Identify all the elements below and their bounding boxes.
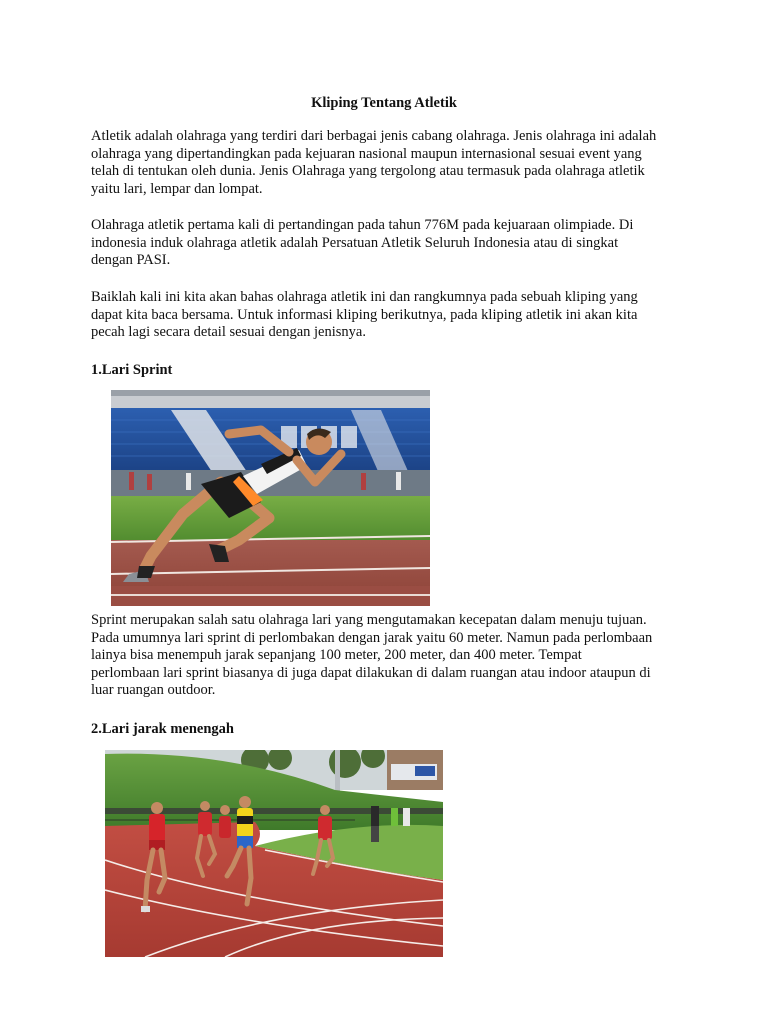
text-line: lainya bisa menempuh jarak sepanjang 100 meter, 200 meter, dan 400 meter. Tempat [91,647,582,664]
text-line: Pada umumnya lari sprint di perlombakan dengan jarak yaitu 60 meter. Namun pada perlombaan [91,629,653,646]
text-line: dengan PASI. [91,252,171,269]
text-line: perlombaan lari sprint biasanya di juga dapat dilakukan di dalam ruangan atau indoor ataupun di [91,664,651,681]
section-heading-lari-jarak-menengah: 2.Lari jarak menengah [91,721,234,737]
text-line: luar ruangan outdoor. [91,682,216,699]
middle-distance-race-illustration [105,750,443,957]
text-line: Atletik adalah olahraga yang terdiri dari berbagai jenis cabang olahraga. Jenis olahraga ini adalah [91,128,657,144]
text-line: Sprint merupakan salah satu olahraga lari yang mengutamakan kecepatan dalam menuju tujuan. [91,612,647,628]
text-line: dapat kita baca bersama. Untuk informasi kliping berikutnya, pada kliping atletik ini akan kita [91,306,638,323]
sprint-paragraph [91,612,691,700]
document-title: Kliping Tentang Atletik [311,95,457,111]
overview-paragraph [91,289,691,342]
text-line: yaitu lari, lempar dan lompat. [91,180,263,197]
text-line: indonesia induk olahraga atletik adalah Persatuan Atletik Seluruh Indonesia atau di singkat [91,234,619,251]
intro-paragraph [91,128,691,198]
history-paragraph [91,217,691,270]
text-line: Baiklah kali ini kita akan bahas olahraga atletik ini dan rangkumnya pada sebuah kliping yang [91,289,638,305]
text-line: telah di tentukan oleh dunia. Jenis Olahraga yang tergolong atau termasuk pada olahraga atletik [91,163,645,180]
middle-distance-race-photo [105,750,443,957]
sprinter-photo [111,390,430,606]
section-heading-lari-sprint: 1.Lari Sprint [91,362,173,378]
text-line: Olahraga atletik pertama kali di pertandingan pada tahun 776M pada kejuaraan olimpiade. Di [91,217,634,233]
text-line: olahraga yang dipertandingkan pada kejuaran nasional maupun internasional sesuai event yang [91,145,642,162]
sprinter-photo-illustration [111,390,430,606]
text-line: pecah lagi secara detail sesuai dengan jenisnya. [91,324,366,341]
